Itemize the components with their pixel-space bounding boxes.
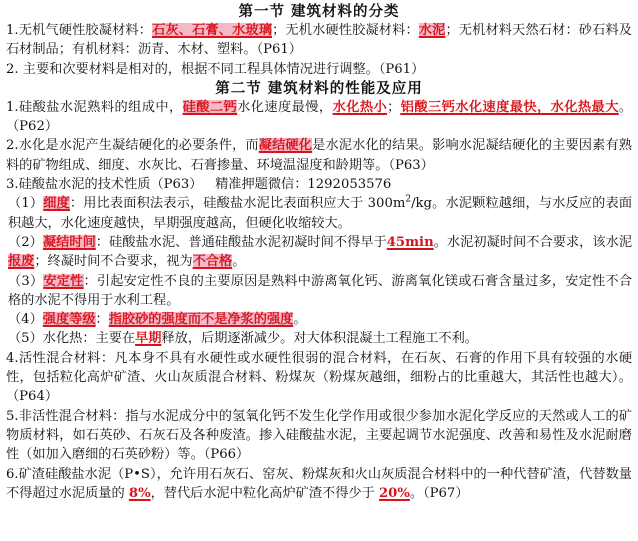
highlight-term: 20%: [379, 485, 410, 501]
highlight-term: 指胶砂的强度而不是净浆的强度: [108, 312, 294, 328]
text: （2）: [8, 234, 43, 250]
text: 。（P62）: [6, 99, 633, 135]
highlight-term: 45min: [386, 234, 434, 250]
text: ：硅酸盐水泥、普通硅酸盐水泥初凝时间不得早于: [95, 234, 387, 250]
text: ，替代后水泥中粒化高炉矿渣不得少于: [150, 485, 379, 501]
paragraph-strength: [6, 310, 632, 329]
highlight-term: 安定性: [43, 273, 84, 289]
paragraph-hydration-heat: [6, 329, 632, 348]
text: ；无机材料天然石材：砂石料及石材制品；有机材料：沥青、木材、塑料。（P61）: [6, 23, 632, 58]
text: 水化速度最慢，: [237, 99, 333, 115]
text: （5）水化热：主要在: [8, 331, 136, 347]
text: （1）: [8, 196, 44, 212]
text: 1.无机气硬性胶凝材料：: [6, 23, 153, 38]
paragraph-2-3: [6, 175, 632, 194]
text: /kg。水泥颗粒越细，与水反应的表面积越大，水化速度越快，早期强度越高，但硬化收缩较大。: [8, 196, 633, 231]
section-1-title: 第一节 建筑材料的分类: [238, 3, 400, 20]
text: 2.水化是水泥产生凝结硬化的必要条件，而: [6, 138, 259, 154]
text: 。: [232, 254, 246, 270]
text: ；无机水硬性胶凝材料：: [272, 23, 419, 38]
highlight-term: 水化热小: [332, 99, 388, 115]
text: 是水泥水化的结果。影响水泥凝结硬化的主要因素有熟料的矿物组成、细度、水灰比、石膏掺量、环境温湿度和龄期等。（P63）: [6, 138, 632, 173]
paragraph-inactive-materials: 5.非活性混合材料：指与水泥成分中的氢氧化钙不发生化学作用或很少参加水泥化学反应的天然或人工的矿物质材料，如石英砂、石灰石及各种废渣。掺入硅酸盐水泥，主要起调节水泥强度、改善和易性及水泥耐磨性（如加入磨细的石英砂粉）等。（P66）: [6, 408, 632, 463]
highlight-term: 强度等级: [42, 312, 96, 328]
highlight-term: 细度: [43, 196, 70, 212]
paragraph-1-2: 2. 主要和次要材料是相对的，根据不同工程具体情况进行调整。（P61）: [6, 61, 425, 77]
highlight-term: 石灰、石膏、水玻璃: [152, 23, 273, 38]
contact-note: 精准押题微信：1292053576: [215, 177, 392, 193]
highlight-term: 凝结时间: [42, 234, 96, 250]
section-2-title: 第二节 建筑材料的性能及应用: [215, 79, 423, 97]
paragraph-1-1: [6, 21, 632, 60]
text: 6.矿渣硅酸盐水泥（P•S），允许用石灰石、窑灰、粉煤灰和火山灰质混合材料中的一种代替矿渣，代替数量不得超过水泥质量的: [6, 466, 632, 501]
highlight-term: 8%: [128, 485, 151, 501]
highlight-term: 早期: [135, 331, 162, 347]
text: ；终凝时间不合要求，视为: [34, 254, 193, 270]
paragraph-soundness: [6, 272, 632, 311]
text: 。: [293, 312, 307, 328]
text: ：: [95, 312, 109, 328]
text: 。（P67）: [409, 485, 469, 501]
paragraph-active-materials: 4.活性混合材料：凡本身不具有水硬性或水硬性很弱的混合材料，在石灰、石膏的作用下具有较强的水硬性，包括粒化高炉矿渣、火山灰质混合材料、粉煤灰（粉煤灰越细，细粉占的比重越大，其活性也越大）。（P64）: [6, 350, 632, 405]
text: ；: [387, 99, 401, 115]
superscript: 2: [405, 194, 412, 205]
text: （4）: [8, 312, 43, 328]
highlight-term: 铝酸三钙水化速度最快，水化热最大: [400, 99, 619, 115]
highlight-term: 报废: [8, 254, 35, 270]
text: 。水泥初凝时间不合要求，该水泥: [433, 234, 633, 250]
text: 释放，后期逐渐减少。对大体积混凝土工程施工不利。: [161, 331, 478, 347]
paragraph-2-2: [6, 136, 632, 175]
text: ：引起安定性不良的主要原因是熟料中游离氧化钙、游离氧化镁或石膏含量过多，安定性不合格的水泥不得用于水利工程。: [8, 273, 633, 308]
highlight-term: 水泥: [418, 23, 446, 38]
paragraph-fineness: [6, 194, 632, 233]
highlight-term: 硅酸二钙: [182, 99, 238, 115]
text: ：用比表面积法表示，硅酸盐水泥比表面积应大于 300m: [69, 196, 406, 212]
paragraph-setting-time: [6, 233, 632, 272]
text: 3.硅酸盐水泥的技术性质（P63）: [6, 177, 203, 193]
paragraph-2-1: [6, 98, 632, 137]
paragraph-slag-cement: [6, 465, 632, 504]
highlight-term: 不合格: [192, 254, 233, 270]
text: 1.硅酸盐水泥熟料的组成中，: [6, 99, 183, 115]
text: （3）: [8, 273, 44, 289]
highlight-term: 凝结硬化: [258, 138, 313, 154]
